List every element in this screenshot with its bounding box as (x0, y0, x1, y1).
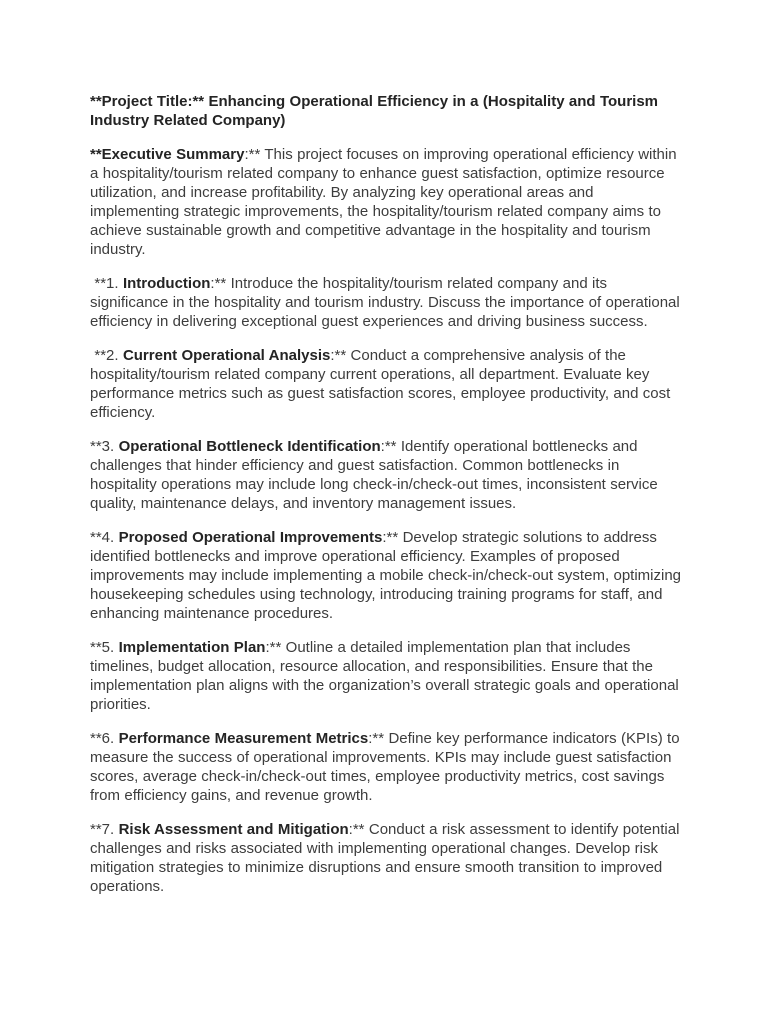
paragraph-proposed-operational-improvements (90, 528, 686, 623)
text-run: Introduction (122, 275, 211, 292)
text-run: **7. (90, 821, 119, 838)
text-run: :** Develop strategic solutions to address identified bottlenecks and improve operational efficiency. Examples of proposed improvements may include implementing a mobile check-in/check-out system, optimizing housekeeping schedules using technology, introducing training programs for staff, and enhancing maintenance procedures. (90, 529, 686, 622)
text-run: **6. (90, 730, 119, 747)
text-run: Risk Assessment and Mitigation (118, 821, 349, 838)
text-run: :** Conduct a risk assessment to identify potential challenges and risks associated with implementing operational changes. Develop risk mitigation strategies to minimize disruptions and ensure smooth transition to improved operations. (90, 821, 684, 895)
text-run: :** Identify operational bottlenecks and challenges that hinder efficiency and guest satisfaction. Common bottlenecks in hospitality operations may include long check-in/check-out times, inconsistent service quality, maintenance delays, and inventory management issues. (90, 438, 663, 512)
text-run: :** Conduct a comprehensive analysis of the hospitality/tourism related company current operations, all department. Evaluate key performance metrics such as guest satisfaction scores, employee productivity, and cost efficiency. (90, 347, 675, 421)
text-run: **Project Title:** Enhancing Operational Efficiency in a (Hospitality and Tourism Industry Related Company) (90, 93, 663, 129)
paragraph-risk-assessment-and-mitigation (90, 820, 686, 896)
paragraph-executive-summary (90, 145, 686, 259)
text-run: **5. (90, 639, 119, 656)
paragraph-implementation-plan (90, 638, 686, 714)
text-run: **4. (90, 529, 119, 546)
text-run: Implementation Plan (118, 639, 266, 656)
text-run: Performance Measurement Metrics (118, 730, 369, 747)
text-run: :** Define key performance indicators (KPIs) to measure the success of operational improvements. KPIs may include guest satisfaction scores, average check-in/check-out times, employee productivity metrics, cost savings from efficiency gains, and revenue growth. (90, 730, 684, 804)
text-run: Operational Bottleneck Identification (118, 438, 381, 455)
document-body (90, 92, 686, 911)
paragraph-performance-measurement-metrics (90, 729, 686, 805)
text-run: Current Operational Analysis (122, 347, 331, 364)
text-run: **3. (90, 438, 119, 455)
text-run: :** Outline a detailed implementation plan that includes timelines, budget allocation, resource allocation, and responsibilities. Ensure that the implementation plan aligns with the organization’s overall strategic goals and operational priorities. (90, 639, 684, 713)
paragraph-introduction (90, 274, 686, 331)
paragraph-operational-bottleneck-identification (90, 437, 686, 513)
paragraph-project-title (90, 92, 686, 130)
text-run: Proposed Operational Improvements (118, 529, 383, 546)
text-run: **Executive Summary (90, 146, 245, 163)
text-run: **1. (90, 275, 123, 292)
paragraph-current-operational-analysis (90, 346, 686, 422)
text-run: **2. (90, 347, 123, 364)
text-run: :** This project focuses on improving operational efficiency within a hospitality/tourism related company to enhance guest satisfaction, optimize resource utilization, and increase profitability. By analyzing key operational areas and implementing strategic improvements, the hospitality/tourism related company aims to achieve sustainable growth and competitive advantage in the hospitality and tourism industry. (90, 146, 681, 258)
text-run: :** Introduce the hospitality/tourism related company and its significance in the hospitality and tourism industry. Discuss the importance of operational efficiency in delivering exceptional guest experiences and driving business success. (90, 275, 685, 330)
